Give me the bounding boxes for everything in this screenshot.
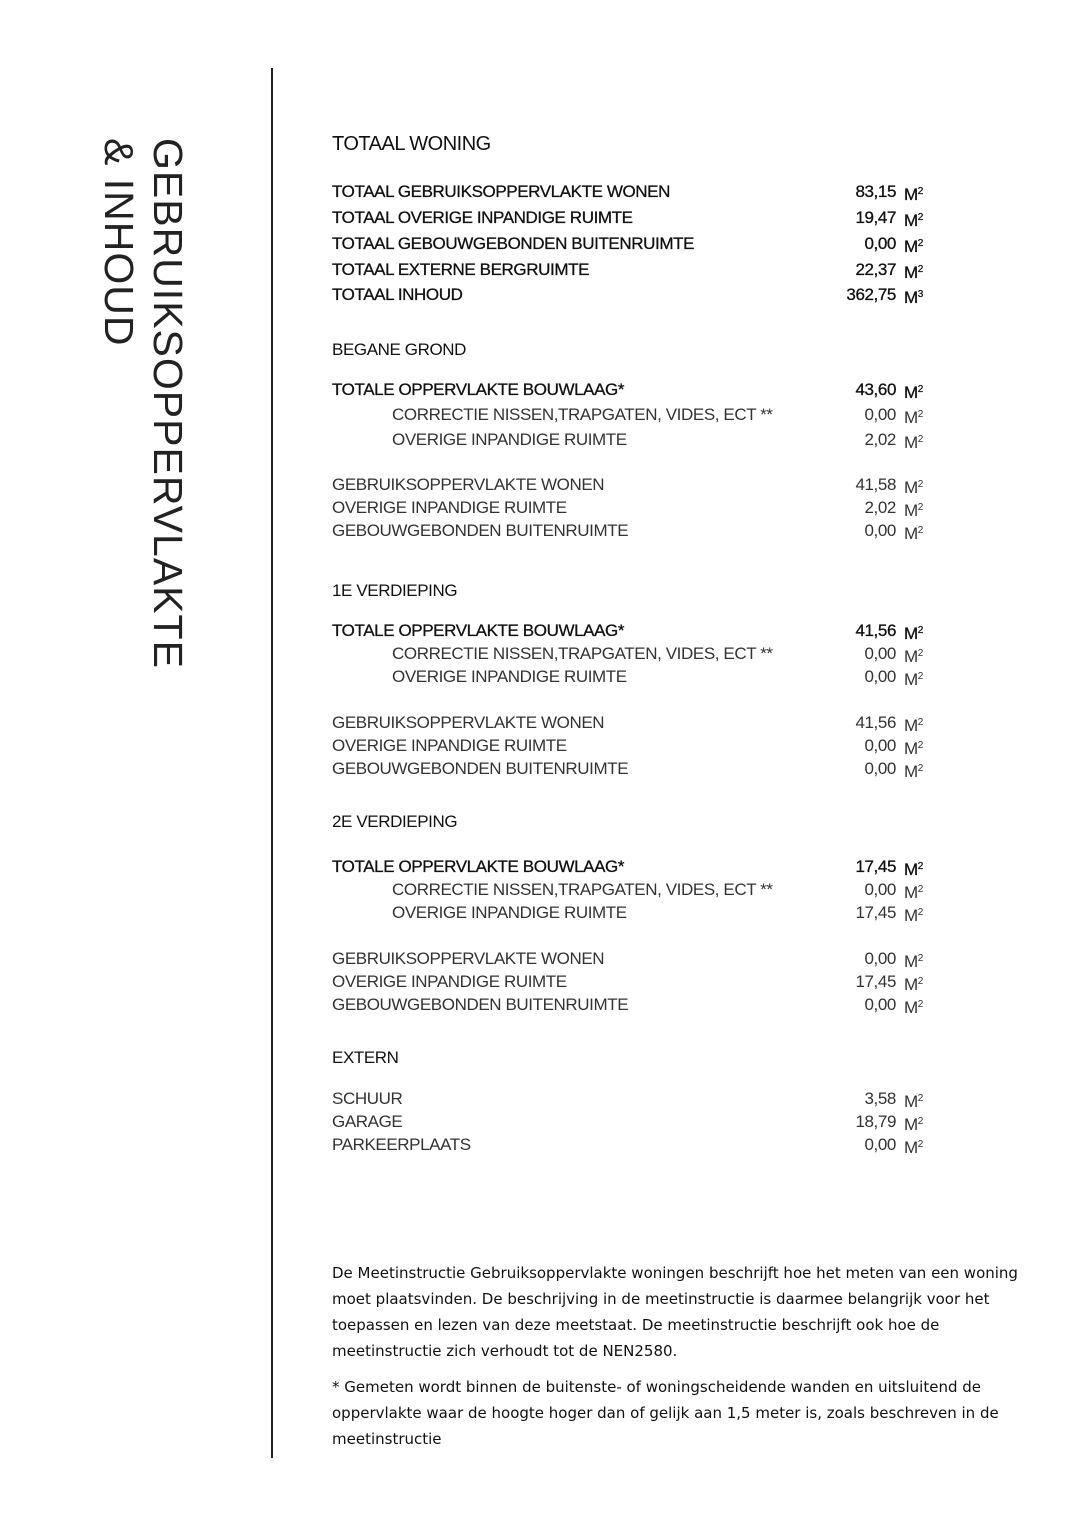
row-value: 0,00 — [864, 995, 896, 1014]
row-unit: $M^2$ — [904, 211, 923, 230]
row-unit: $M^2$ — [904, 906, 923, 925]
correction-row — [332, 878, 928, 901]
row-label: OVERIGE INPANDIGE RUIMTE — [332, 972, 567, 991]
row-unit: $M^2$ — [904, 952, 923, 971]
row-value: 0,00 — [864, 880, 896, 899]
row-value: 362,75 — [846, 285, 896, 304]
row-label: GEBRUIKSOPPERVLAKTE WONEN — [332, 475, 605, 494]
correction-row — [332, 428, 928, 451]
row-label: TOTAAL OVERIGE INPANDIGE RUIMTE — [332, 208, 633, 227]
row-value: 0,00 — [864, 759, 896, 778]
row-value: 41,56 — [855, 713, 896, 732]
vertical-divider — [271, 68, 273, 1458]
totals-row — [332, 283, 928, 306]
row-value: 17,45 — [855, 857, 896, 876]
totals-row — [332, 232, 928, 255]
row-unit: $M^2$ — [904, 975, 923, 994]
floor-total-row — [332, 619, 928, 642]
section-title-extern: EXTERN — [332, 1048, 399, 1067]
row-label: TOTAAL GEBRUIKSOPPERVLAKTE WONEN — [332, 182, 670, 201]
result-row — [332, 711, 928, 734]
row-label: OVERIGE INPANDIGE RUIMTE — [332, 498, 567, 517]
row-unit: $M^2$ — [904, 501, 923, 520]
row-label: GEBOUWGEBONDEN BUITENRUIMTE — [332, 759, 629, 778]
row-unit: $M^2$ — [904, 716, 923, 735]
row-value: 17,45 — [855, 903, 896, 922]
row-label: CORRECTIE NISSEN,TRAPGATEN, VIDES, ECT ** — [392, 405, 773, 424]
row-value: 17,45 — [855, 972, 896, 991]
footnotes — [332, 1260, 1042, 1462]
row-value: 2,02 — [864, 430, 896, 449]
correction-row — [332, 665, 928, 688]
note-meetinstructie: De Meetinstructie Gebruiksoppervlakte woningen beschrijft hoe het meten van een woning moet plaatsvinden. De beschrijving in de meetinstructie is daarmee belangrijk voor het toepassen en lezen van deze meetstaat. De meetinstructie beschrijft ook hoe de meetinstructie zich verhoudt tot de NEN2580. — [332, 1264, 1018, 1360]
row-label: TOTALE OPPERVLAKTE BOUWLAAG* — [332, 380, 625, 399]
row-value: 18,79 — [855, 1112, 896, 1131]
section-title-1e-verdieping: 1E VERDIEPING — [332, 581, 458, 600]
row-value: 0,00 — [864, 1135, 896, 1154]
result-row — [332, 734, 928, 757]
row-value: 3,58 — [864, 1089, 896, 1108]
row-unit: $M^2$ — [904, 883, 923, 902]
row-label: GARAGE — [332, 1112, 403, 1131]
extern-row — [332, 1087, 928, 1110]
row-unit: $M^2$ — [904, 860, 923, 879]
row-label: OVERIGE INPANDIGE RUIMTE — [392, 430, 627, 449]
row-unit: $M^2$ — [904, 1138, 923, 1157]
row-label: GEBOUWGEBONDEN BUITENRUIMTE — [332, 521, 629, 540]
result-row — [332, 496, 928, 519]
side-title — [92, 138, 192, 669]
row-unit: $M^2$ — [904, 478, 923, 497]
row-value: 22,37 — [855, 260, 896, 279]
row-value: 0,00 — [864, 667, 896, 686]
row-unit: $M^3$ — [904, 288, 923, 307]
main-title: TOTAAL WONING — [332, 133, 491, 155]
result-row — [332, 473, 928, 496]
row-label: PARKEERPLAATS — [332, 1135, 471, 1154]
correction-row — [332, 642, 928, 665]
row-value: 41,56 — [855, 621, 896, 640]
row-label: TOTAAL INHOUD — [332, 285, 463, 304]
row-value: 0,00 — [864, 521, 896, 540]
row-label: GEBOUWGEBONDEN BUITENRUIMTE — [332, 995, 629, 1014]
result-row — [332, 970, 928, 993]
row-unit: $M^2$ — [904, 185, 923, 204]
extern-row — [332, 1110, 928, 1133]
result-row — [332, 757, 928, 780]
side-title-line1: GEBRUIKSOPPERVLAKTE — [145, 138, 191, 669]
extern-row — [332, 1133, 928, 1156]
row-unit: $M^2$ — [904, 762, 923, 781]
row-unit: $M^2$ — [904, 998, 923, 1017]
row-unit: $M^2$ — [904, 739, 923, 758]
row-value: 19,47 — [855, 208, 896, 227]
result-row — [332, 993, 928, 1016]
row-value: 2,02 — [864, 498, 896, 517]
totals-row — [332, 258, 928, 281]
row-label: TOTALE OPPERVLAKTE BOUWLAAG* — [332, 621, 625, 640]
row-value: 0,00 — [864, 949, 896, 968]
row-value: 43,60 — [855, 380, 896, 399]
row-value: 0,00 — [864, 736, 896, 755]
row-unit: $M^2$ — [904, 1092, 923, 1111]
row-label: CORRECTIE NISSEN,TRAPGATEN, VIDES, ECT ** — [392, 880, 773, 899]
row-unit: $M^2$ — [904, 433, 923, 452]
row-label: TOTAAL EXTERNE BERGRUIMTE — [332, 260, 590, 279]
row-label: TOTALE OPPERVLAKTE BOUWLAAG* — [332, 857, 625, 876]
floor-total-row — [332, 855, 928, 878]
row-unit: $M^2$ — [904, 670, 923, 689]
row-unit: $M^2$ — [904, 624, 923, 643]
totals-row — [332, 180, 928, 203]
side-title-line2: & INHOUD — [96, 138, 142, 347]
note-gemeten: * Gemeten wordt binnen de buitenste- of woningscheidende wanden en uitsluitend de oppervlakte waar de hoogte hoger dan of gelijk aan 1,5 meter is, zoals beschreven in de meetinstructie — [332, 1378, 999, 1448]
row-unit: $M^2$ — [904, 1115, 923, 1134]
row-unit: $M^2$ — [904, 647, 923, 666]
totals-row — [332, 206, 928, 229]
section-title-2e-verdieping: 2E VERDIEPING — [332, 812, 458, 831]
row-value: 41,58 — [855, 475, 896, 494]
floor-total-row — [332, 378, 928, 401]
correction-row — [332, 901, 928, 924]
row-label: SCHUUR — [332, 1089, 403, 1108]
section-title-begane-grond: BEGANE GROND — [332, 340, 467, 359]
row-label: OVERIGE INPANDIGE RUIMTE — [392, 667, 627, 686]
result-row — [332, 519, 928, 542]
row-unit: $M^2$ — [904, 408, 923, 427]
row-label: GEBRUIKSOPPERVLAKTE WONEN — [332, 713, 605, 732]
row-label: TOTAAL GEBOUWGEBONDEN BUITENRUIMTE — [332, 234, 695, 253]
result-row — [332, 947, 928, 970]
row-unit: $M^2$ — [904, 524, 923, 543]
row-value: 0,00 — [864, 405, 896, 424]
row-value: 83,15 — [855, 182, 896, 201]
row-unit: $M^2$ — [904, 263, 923, 282]
row-value: 0,00 — [864, 234, 896, 253]
row-unit: $M^2$ — [904, 383, 923, 402]
row-label: OVERIGE INPANDIGE RUIMTE — [392, 903, 627, 922]
row-label: OVERIGE INPANDIGE RUIMTE — [332, 736, 567, 755]
correction-row — [332, 403, 928, 426]
row-label: CORRECTIE NISSEN,TRAPGATEN, VIDES, ECT ** — [392, 644, 773, 663]
row-value: 0,00 — [864, 644, 896, 663]
row-unit: $M^2$ — [904, 237, 923, 256]
row-label: GEBRUIKSOPPERVLAKTE WONEN — [332, 949, 605, 968]
